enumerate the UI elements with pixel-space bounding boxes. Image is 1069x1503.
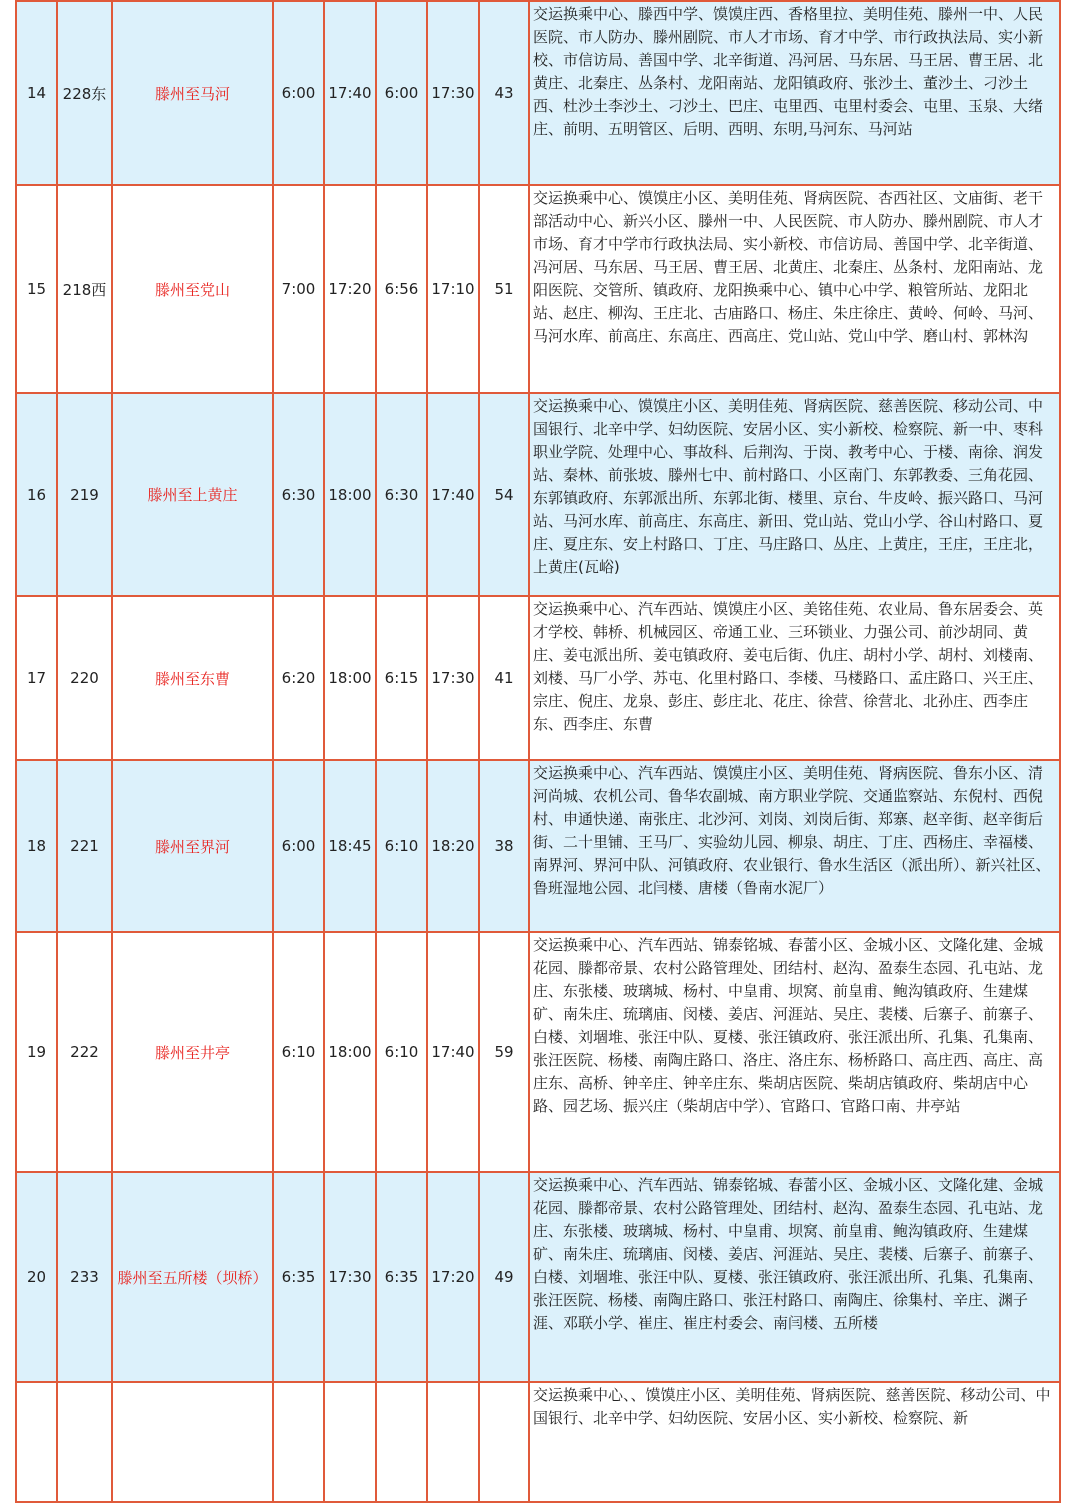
line-number: 221 xyxy=(57,760,112,932)
line-number: 219 xyxy=(57,393,112,596)
return-first-time: 6:35 xyxy=(376,1172,427,1382)
stops-list: 交运换乘中心、汽车西站、锦泰铭城、春蕾小区、金城小区、文隆化建、金城花园、滕都帝景、农村公路管理处、团结村、赵沟、盈泰生态园、孔屯站、龙庄、东张楼、玻璃城、杨村、中皇甫、坝窝、前皇甫、鲍沟镇政府、生建煤矿、南朱庄、琉璃庙、闵楼、姜店、河涯站、吴庄、裴楼、后寨子、前寨子、白楼、刘堌堆、张汪中队、夏楼、张汪镇政府、张汪派出所、孔集、孔集南、张汪医院、杨楼、南陶庄路口、张汪村路口、南陶庄、徐集村、辛庄、渊子涯、邓联小学、崔庄、崔庄村委会、南闫楼、五所楼 xyxy=(529,1172,1060,1382)
first-bus-time: 7:00 xyxy=(273,185,324,393)
first-bus-time: 6:00 xyxy=(273,760,324,932)
stops-list: 交运换乘中心、汽车西站、馍馍庄小区、美明佳苑、肾病医院、鲁东小区、清河尚城、农机公司、鲁华农副城、南方职业学院、交通监察站、东倪村、西倪村、申通快递、南张庄、北沙河、刘岗、刘岗后街、郑寨、赵辛街、赵辛街后街、二十里铺、王马厂、实验幼儿园、柳泉、胡庄、丁庄、西杨庄、幸福楼、南界河、界河中队、河镇政府、农业银行、鲁水生活区（派出所）、新兴社区、鲁班湿地公园、北闫楼、唐楼（鲁南水泥厂） xyxy=(529,760,1060,932)
row-number xyxy=(16,1382,57,1502)
return-first-time: 6:30 xyxy=(376,393,427,596)
return-last-time xyxy=(427,1382,479,1502)
return-last-time: 17:40 xyxy=(427,932,479,1172)
last-bus-time: 17:20 xyxy=(324,185,376,393)
line-number: 220 xyxy=(57,596,112,760)
stop-count: 51 xyxy=(479,185,529,393)
first-bus-time: 6:35 xyxy=(273,1172,324,1382)
stop-count: 43 xyxy=(479,1,529,185)
table-row xyxy=(16,760,1060,932)
line-number: 233 xyxy=(57,1172,112,1382)
last-bus-time: 17:30 xyxy=(324,1172,376,1382)
first-bus-time: 6:20 xyxy=(273,596,324,760)
route-name: 滕州至界河 xyxy=(112,760,273,932)
return-last-time: 17:20 xyxy=(427,1172,479,1382)
return-last-time: 18:20 xyxy=(427,760,479,932)
return-last-time: 17:30 xyxy=(427,1,479,185)
return-first-time: 6:56 xyxy=(376,185,427,393)
table-row xyxy=(16,185,1060,393)
stop-count: 38 xyxy=(479,760,529,932)
stop-count: 59 xyxy=(479,932,529,1172)
row-number: 19 xyxy=(16,932,57,1172)
bus-route-table xyxy=(15,0,1061,1503)
line-number xyxy=(57,1382,112,1502)
stop-count: 49 xyxy=(479,1172,529,1382)
table-row xyxy=(16,1382,1060,1502)
return-last-time: 17:40 xyxy=(427,393,479,596)
route-name: 滕州至党山 xyxy=(112,185,273,393)
row-number: 20 xyxy=(16,1172,57,1382)
row-number: 17 xyxy=(16,596,57,760)
table-row xyxy=(16,596,1060,760)
first-bus-time: 6:00 xyxy=(273,1,324,185)
first-bus-time: 6:30 xyxy=(273,393,324,596)
line-number: 218西 xyxy=(57,185,112,393)
return-first-time: 6:15 xyxy=(376,596,427,760)
route-name: 滕州至井亭 xyxy=(112,932,273,1172)
return-first-time: 6:10 xyxy=(376,932,427,1172)
table-row xyxy=(16,1172,1060,1382)
return-first-time: 6:10 xyxy=(376,760,427,932)
first-bus-time: 6:10 xyxy=(273,932,324,1172)
stops-list: 交运换乘中心、馍馍庄小区、美明佳苑、肾病医院、杏西社区、文庙街、老干部活动中心、新兴小区、滕州一中、人民医院、市人防办、滕州剧院、市人才市场、育才中学市行政执法局、实小新校、市信访局、善国中学、北辛街道、冯河居、马东居、马王居、曹王居、北黄庄、北秦庄、丛条村、龙阳南站、龙阳医院、交管所、镇政府、龙阳换乘中心、镇中心中学、粮管所站、龙阳北站、赵庄、柳沟、王庄北、古庙路口、杨庄、朱庄徐庄、黄岭、何岭、马河、马河水库、前高庄、东高庄、西高庄、党山站、党山中学、磨山村、郭林沟 xyxy=(529,185,1060,393)
row-number: 16 xyxy=(16,393,57,596)
return-first-time: 6:00 xyxy=(376,1,427,185)
stops-list: 交运换乘中心、汽车西站、锦泰铭城、春蕾小区、金城小区、文隆化建、金城花园、滕都帝景、农村公路管理处、团结村、赵沟、盈泰生态园、孔屯站、龙庄、东张楼、玻璃城、杨村、中皇甫、坝窝、前皇甫、鲍沟镇政府、生建煤矿、南朱庄、琉璃庙、闵楼、姜店、河涯站、吴庄、裴楼、后寨子、前寨子、白楼、刘堌堆、张汪中队、夏楼、张汪镇政府、张汪派出所、孔集、孔集南、张汪医院、杨楼、南陶庄路口、洛庄、洛庄东、杨桥路口、高庄西、高庄、高庄东、高桥、钟辛庄、钟辛庄东、柴胡店医院、柴胡店镇政府、柴胡店中心路、园艺场、振兴庄（柴胡店中学）、官路口、官路口南、井亭站 xyxy=(529,932,1060,1172)
return-first-time xyxy=(376,1382,427,1502)
stops-list: 交运换乘中心、滕西中学、馍馍庄西、香格里拉、美明佳苑、滕州一中、人民医院、市人防办、滕州剧院、市人才市场、育才中学、市行政执法局、实小新校、市信访局、善国中学、北辛街道、冯河居、马东居、马王居、曹王居、北黄庄、北秦庄、丛条村、龙阳南站、龙阳镇政府、张沙土、董沙土、刁沙土西、杜沙土李沙土、刁沙土、巴庄、屯里西、屯里村委会、屯里、玉泉、大绪庄、前明、五明管区、后明、西明、东明,马河东、马河站 xyxy=(529,1,1060,185)
row-number: 18 xyxy=(16,760,57,932)
row-number: 14 xyxy=(16,1,57,185)
return-last-time: 17:30 xyxy=(427,596,479,760)
route-name xyxy=(112,1382,273,1502)
stops-list: 交运换乘中心、馍馍庄小区、美明佳苑、肾病医院、慈善医院、移动公司、中国银行、北辛中学、妇幼医院、安居小区、实小新校、检察院、新一中、枣科职业学院、处理中心、事故科、后荆沟、于岗、教考中心、于楼、南徐、润发站、秦林、前张坡、滕州七中、前村路口、小区南门、东郭教委、三角花园、东郭镇政府、东郭派出所、东郭北街、楼里、京台、牛皮岭、振兴路口、马河站、马河水库、前高庄、东高庄、新田、党山站、党山小学、谷山村路口、夏庄、夏庄东、安上村路口、丁庄、马庄路口、丛庄、上黄庄，王庄，王庄北，上黄庄(瓦峪) xyxy=(529,393,1060,596)
return-last-time: 17:10 xyxy=(427,185,479,393)
stop-count xyxy=(479,1382,529,1502)
route-name: 滕州至五所楼（坝桥） xyxy=(112,1172,273,1382)
last-bus-time: 18:00 xyxy=(324,393,376,596)
last-bus-time xyxy=(324,1382,376,1502)
stop-count: 54 xyxy=(479,393,529,596)
last-bus-time: 17:40 xyxy=(324,1,376,185)
last-bus-time: 18:45 xyxy=(324,760,376,932)
line-number: 222 xyxy=(57,932,112,1172)
route-name: 滕州至马河 xyxy=(112,1,273,185)
stops-list: 交运换乘中心、汽车西站、馍馍庄小区、美铭佳苑、农业局、鲁东居委会、英才学校、韩桥、机械园区、帝通工业、三环锁业、力强公司、前沙胡同、黄庄、姜屯派出所、姜屯镇政府、姜屯后街、仇庄、胡村小学、胡村、刘楼南、刘楼、马厂小学、苏屯、化里村路口、李楼、马楼路口、孟庄路口、兴王庄、宗庄、倪庄、龙泉、彭庄、彭庄北、花庄、徐营、徐营北、北孙庄、西李庄东、西李庄、东曹 xyxy=(529,596,1060,760)
stops-list: 交运换乘中心、、馍馍庄小区、美明佳苑、肾病医院、慈善医院、移动公司、中国银行、北辛中学、妇幼医院、安居小区、实小新校、检察院、新 xyxy=(529,1382,1060,1502)
route-name: 滕州至东曹 xyxy=(112,596,273,760)
table-row xyxy=(16,393,1060,596)
table-row xyxy=(16,1,1060,185)
first-bus-time xyxy=(273,1382,324,1502)
line-number: 228东 xyxy=(57,1,112,185)
row-number: 15 xyxy=(16,185,57,393)
table-row xyxy=(16,932,1060,1172)
stop-count: 41 xyxy=(479,596,529,760)
last-bus-time: 18:00 xyxy=(324,932,376,1172)
last-bus-time: 18:00 xyxy=(324,596,376,760)
route-name: 滕州至上黄庄 xyxy=(112,393,273,596)
